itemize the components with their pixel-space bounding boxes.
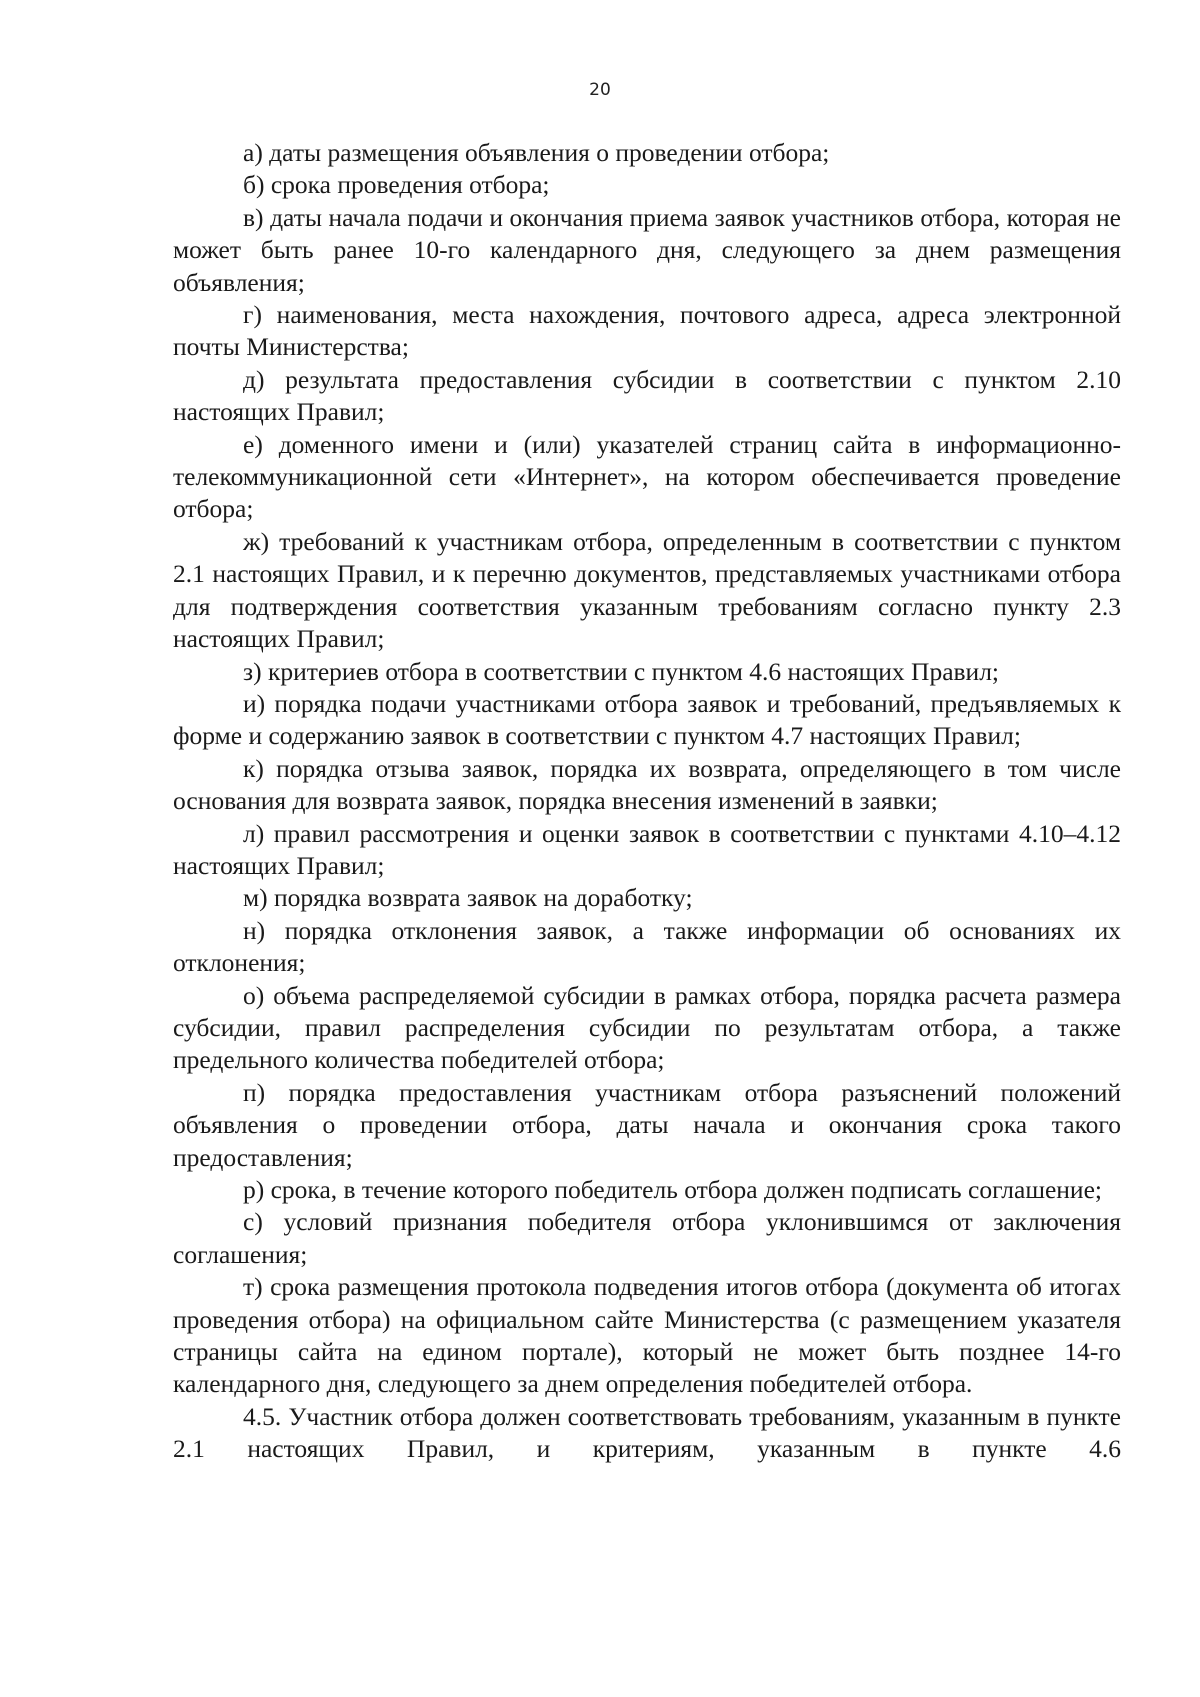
body-text [173,137,1121,1466]
list-item-d: д) результата предоставления субсидии в соответствии с пунктом 2.10 настоящих Правил; [173,364,1121,427]
list-item-p: п) порядка предоставления участникам отбора разъяснений положений объявления о проведении отбора, даты начала и окончания срока такого предоставления; [173,1077,1121,1172]
list-item-s: с) условий признания победителя отбора уклонившимся от заключения соглашения; [173,1207,1121,1269]
list-item-m: м) порядка возврата заявок на доработку; [243,883,693,913]
list-item-i: и) порядка подачи участниками отбора заявок и требований, предъявляемых к форме и содержанию заявок в соответствии с пунктом 4.7 настоящих Правил; [173,688,1121,751]
list-item-r: р) срока, в течение которого победитель отбора должен подписать соглашение; [243,1175,1102,1204]
list-item-l: л) правил рассмотрения и оценки заявок в соответствии с пунктами 4.10–4.12 настоящих Правил; [173,818,1121,880]
list-item-e: е) доменного имени и (или) указателей страниц сайта в информационно-телекоммуникационной сети «Интернет», на котором обеспечивается проведение отбора; [173,429,1121,524]
list-item-v: в) даты начала подачи и окончания приема заявок участников отбора, которая не может быть ранее 10-го календарного дня, следующего за днем размещения объявления; [173,202,1121,297]
list-item-t: т) срока размещения протокола подведения итогов отбора (документа об итогах проведения отбора) на официальном сайте Министерства (с размещением указателя страницы сайта на едином портале), который не может быть позднее 14-го календарного дня, следующего за днем определения победителей отбора. [173,1272,1121,1399]
list-item-z: з) критериев отбора в соответствии с пунктом 4.6 настоящих Правил; [243,656,1000,686]
section-4-5-paragraph: 4.5. Участник отбора должен соответствовать требованиям, указанным в пункте 2.1 настоящих Правил, и критериям, указанным в пункте 4.6 [173,1401,1121,1464]
list-item-b: б) срока проведения отбора; [243,170,550,200]
list-item-a: а) даты размещения объявления о проведении отбора; [243,138,830,167]
page-number: 20 [589,80,611,100]
list-item-g: г) наименования, места нахождения, почтового адреса, адреса электронной почты Министерства; [173,300,1121,362]
list-item-zh: ж) требований к участникам отбора, определенным в соответствии с пунктом 2.1 настоящих Правил, и к перечню документов, представляемых участниками отбора для подтверждения соответствия указанным требованиям согласно пункту 2.3 настоящих Правил; [173,526,1121,654]
list-item-o: о) объема распределяемой субсидии в рамках отбора, порядка расчета размера субсидии, правил распределения субсидии по результатам отбора, а также предельного количества победителей отбора; [173,980,1121,1075]
list-item-k: к) порядка отзыва заявок, порядка их возврата, определяющего в том числе основания для возврата заявок, порядка внесения изменений в заявки; [173,753,1121,816]
list-item-n: н) порядка отклонения заявок, а также информации об основаниях их отклонения; [173,915,1121,978]
